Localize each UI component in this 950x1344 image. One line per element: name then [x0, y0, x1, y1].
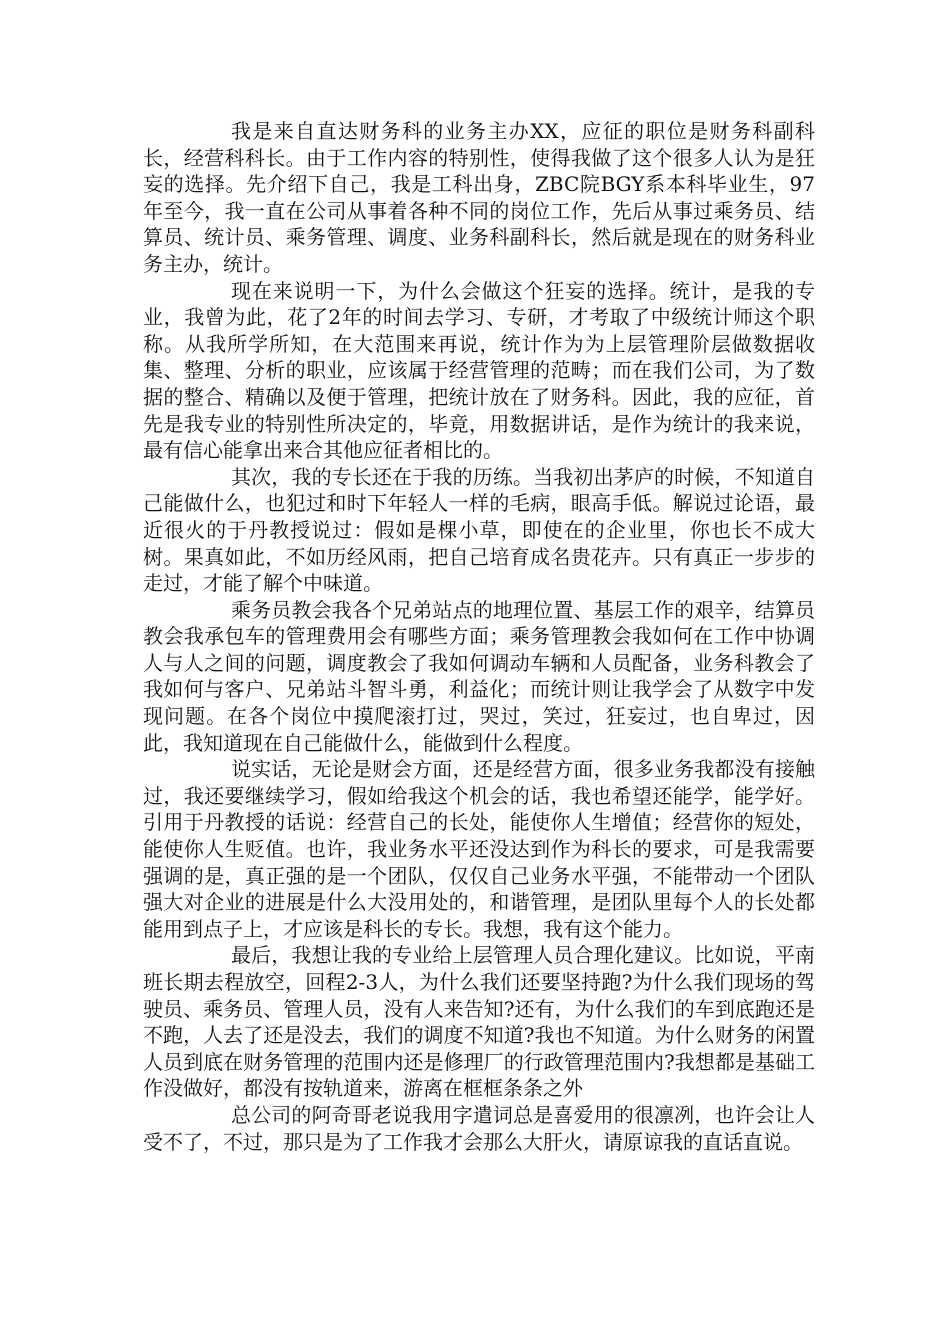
paragraph-7: 总公司的阿奇哥老说我用字遣词总是喜爱用的很凛冽，也许会让人受不了，不过，那只是为了工作我才会那么大肝火，请原谅我的直话直说。 — [143, 1102, 815, 1154]
paragraph-2: 现在来说明一下，为什么会做这个狂妄的选择。统计，是我的专业，我曾为此，花了2年的时间去学习、专研，才考取了中级统计师这个职称。从我所学所知，在大范围来再说，统计作为为上层管理阶层做数据收集、整理、分析的职业，应该属于经营管理的范畴；而在我们公司，为了数据的整合、精确以及便于管理，把统计放在了财务科。因此，我的应征，首先是我专业的特别性所决定的，毕竟，用数据讲话，是作为统计的我来说，最有信心能拿出来合其他应征者相比的。 — [143, 278, 815, 463]
document-body — [143, 118, 815, 1155]
paragraph-4: 乘务员教会我各个兄弟站点的地理位置、基层工作的艰辛，结算员教会我承包车的管理费用会有哪些方面；乘务管理教会我如何在工作中协调人与人之间的问题，调度教会了我如何调动车辆和人员配备，业务科教会了我如何与客户、兄弟站斗智斗勇，利益化；而统计则让我学会了从数字中发现问题。在各个岗位中摸爬滚打过，哭过，笑过，狂妄过，也自卑过，因此，我知道现在自己能做什么，能做到什么程度。 — [143, 597, 815, 755]
paragraph-6: 最后，我想让我的专业给上层管理人员合理化建议。比如说，平南班长期去程放空，回程2-3人，为什么我们还要坚持跑?为什么我们现场的驾驶员、乘务员、管理人员，没有人来告知?还有，为什么我们的车到底跑还是不跑，人去了还是没去，我们的调度不知道?我也不知道。为什么财务的闲置人员到底在财务管理的范围内还是修理厂的行政管理范围内?我想都是基础工作没做好，都没有按轨道来，游离在框框条条之外 — [143, 943, 815, 1101]
paragraph-3: 其次，我的专长还在于我的历练。当我初出茅庐的时候，不知道自己能做什么，也犯过和时下年轻人一样的毛病，眼高手低。解说过论语，最近很火的于丹教授说过：假如是棵小草，即使在的企业里，你也长不成大树。果真如此，不如历经风雨，把自己培育成名贵花卉。只有真正一步步的走过，才能了解个中味道。 — [143, 464, 815, 596]
paragraph-5: 说实话，无论是财会方面，还是经营方面，很多业务我都没有接触过，我还要继续学习，假如给我这个机会的话，我也希望还能学，能学好。引用于丹教授的话说：经营自己的长处，能使你人生增值；经营你的短处，能使你人生贬值。也许，我业务水平还没达到作为科长的要求，可是我需要强调的是，真正强的是一个团队，仅仅自己业务水平强，不能带动一个团队强大对企业的进展是什么大没用处的，和谐管理，是团队里每个人的长处都能用到点子上，才应该是科长的专长。我想，我有这个能力。 — [143, 757, 815, 941]
paragraph-1: 我是来自直达财务科的业务主办XX，应征的职位是财务科副科长，经营科科长。由于工作内容的特别性，使得我做了这个很多人认为是狂妄的选择。先介绍下自己，我是工科出身，ZBC院BGY系本科毕业生，97年至今，我一直在公司从事着各种不同的岗位工作，先后从事过乘务员、结算员、统计员、乘务管理、调度、业务科副科长，然后就是现在的财务科业务主办，统计。 — [143, 119, 815, 276]
